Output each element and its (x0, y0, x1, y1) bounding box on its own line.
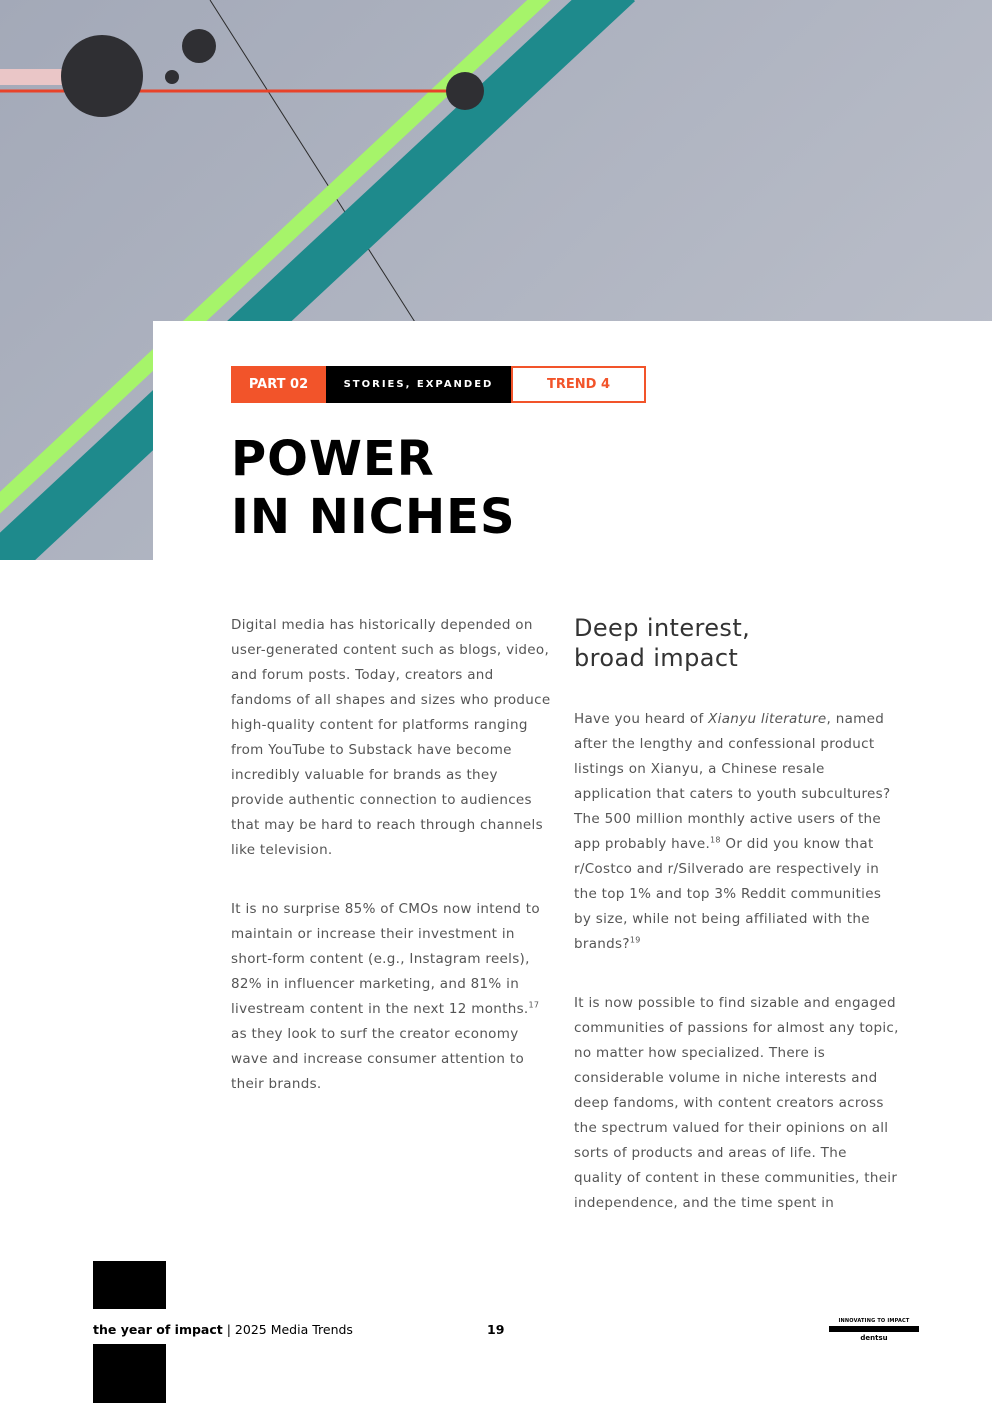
footnote-ref-18: 18 (710, 835, 721, 845)
left-paragraph-2-text: It is no surprise 85% of CMOs now intend to maintain or increase their investment in short-form content (e.g., Instagram reels), 82% in influencer marketing, and 81% in livestream content in the next 12 months. (231, 901, 540, 1017)
large-dark-sphere (61, 35, 143, 117)
left-column (231, 613, 551, 1097)
footer-report: 2025 Media Trends (234, 1322, 353, 1337)
small-dark-sphere (165, 70, 179, 84)
footnote-ref-19: 19 (629, 935, 641, 945)
pink-line-segment (0, 69, 70, 85)
part-tag: PART 02 (231, 366, 326, 403)
title-line-1: POWER (231, 431, 435, 487)
subheading-line-2: broad impact (574, 644, 739, 672)
footer-brand: the year of impact (93, 1322, 223, 1337)
right-paragraph-1-a: , named after the lengthy and confessional product listings on Xianyu, a Chinese resale application that caters to youth subcultures? The 500 million monthly active users of the app probably have. (574, 711, 891, 852)
subheading-line-1: Deep interest, (574, 614, 751, 642)
trend-tag: TREND 4 (511, 366, 646, 403)
right-paragraph-1-lead: Have you heard of (574, 711, 709, 727)
left-paragraph-1: Digital media has historically depended on user-generated content such as blogs, video, and forum posts. Today, creators and fandoms of all shapes and sizes who produce high-quality content for platforms ranging from YouTube to Substack have become incredibly valuable for brands as they provide authentic connection to audiences that may be hard to reach through channels like television. (231, 617, 551, 858)
section-subheading (574, 613, 899, 673)
xianyu-literature-term: Xianyu literature (708, 711, 827, 727)
page-number: 19 (487, 1322, 505, 1337)
footer-separator: | (222, 1322, 235, 1337)
page-title (231, 430, 516, 546)
stripe-dark-sphere (446, 72, 484, 110)
right-paragraph-1 (574, 707, 899, 957)
medium-dark-sphere (182, 29, 216, 63)
logo-tagline: INNOVATING TO IMPACT (838, 1318, 910, 1324)
logo-bar (829, 1326, 919, 1332)
right-column (574, 613, 899, 1216)
section-tags (231, 366, 646, 403)
footer-label (93, 1322, 353, 1337)
dentsu-logo (829, 1318, 919, 1342)
left-paragraph-2 (231, 897, 551, 1097)
footer-block-top (93, 1261, 166, 1309)
stories-tag: STORIES, EXPANDED (326, 366, 511, 403)
right-paragraph-2: It is now possible to find sizable and engaged communities of passions for almost any topic, no matter how specialized. There is considerable volume in niche interests and deep fandoms, with content creators across the spectrum valued for their opinions on all sorts of products and areas of life. The quality of content in these communities, their independence, and the time spent in (574, 995, 899, 1211)
footnote-ref-17: 17 (528, 1000, 540, 1010)
title-line-2: IN NICHES (231, 489, 516, 545)
left-paragraph-2-tail: as they look to surf the creator economy wave and increase consumer attention to their brands. (231, 1026, 525, 1092)
right-paragraph-1-b: Or did you know that r/Costco and r/Silverado are respectively in the top 1% and top 3% Reddit communities by size, while not being affiliated with the brands? (574, 836, 882, 952)
footer-block-bottom (93, 1344, 166, 1403)
logo-name: dentsu (860, 1334, 888, 1342)
